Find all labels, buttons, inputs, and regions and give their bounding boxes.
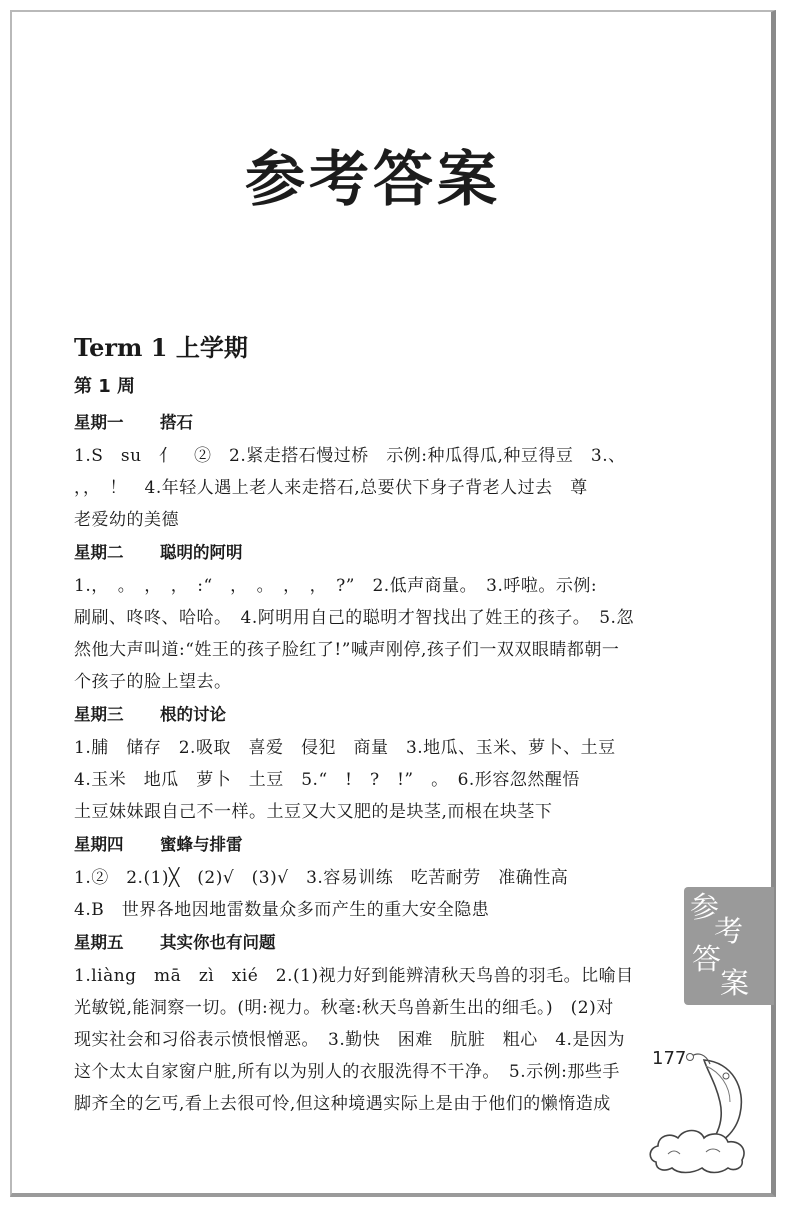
page-number: 177: [652, 1048, 687, 1069]
answer-line: 1.S su 亻 ② 2.紧走搭石慢过桥 示例:种瓜得瓜,种豆得豆 3.、: [74, 446, 626, 466]
day-section-monday: [74, 406, 684, 536]
week-heading: 第 1 周: [74, 376, 136, 397]
weekday-label: 星期二: [74, 543, 124, 562]
day-section-wednesday: [74, 698, 684, 828]
answer-line: 这个太太自家窗户脏,所有以为别人的衣服洗得不干净。 5.示例:那些手: [74, 1062, 620, 1082]
topic-label: 根的讨论: [160, 705, 226, 724]
answer-line: 4.B 世界各地因地雷数量众多而产生的重大安全隐患: [74, 900, 490, 920]
side-tab-char: 考: [714, 914, 744, 948]
day-section-tuesday: [74, 536, 684, 698]
answer-line: ，， ！ 4.年轻人遇上老人来走搭石,总要伏下身子背老人过去 尊: [74, 478, 588, 498]
moon-cloud-illustration-icon: [646, 1050, 758, 1178]
answer-line: 老爱幼的美德: [74, 510, 179, 530]
day-heading: [74, 926, 684, 960]
answer-line: 1.脯 储存 2.吸取 喜爱 侵犯 商量 3.地瓜、玉米、萝卜、土豆: [74, 738, 616, 758]
day-heading: [74, 828, 684, 862]
answer-line: 1.liàng mā zì xié 2.(1)视力好到能辨清秋天鸟兽的羽毛。比喻目: [74, 966, 634, 986]
answer-line: 4.玉米 地瓜 萝卜 土豆 5.“ ! ? !” 。 6.形容忽然醒悟: [74, 770, 580, 790]
side-tab-char: 参: [690, 890, 720, 924]
answer-line: 土豆妹妹跟自己不一样。土豆又大又肥的是块茎,而根在块茎下: [74, 802, 553, 822]
side-tab-char: 答: [692, 942, 722, 976]
answer-line: 1.② 2.(1)╳ (2)√ (3)√ 3.容易训练 吃苦耐劳 准确性高: [74, 868, 569, 888]
answer-line: 光敏锐,能洞察一切。(明:视力。秋毫:秋天鸟兽新生出的细毛。) (2)对: [74, 998, 614, 1018]
side-tab-char: 案: [720, 966, 750, 1000]
weekday-label: 星期五: [74, 933, 124, 952]
answer-line: 然他大声叫道:“姓王的孩子脸红了!”喊声刚停,孩子们一双双眼睛都朝一: [74, 640, 620, 660]
day-heading: [74, 406, 684, 440]
answer-line: 现实社会和习俗表示愤恨憎恶。 3.勤快 困难 肮脏 粗心 4.是因为: [74, 1030, 625, 1050]
answer-line: 个孩子的脸上望去。: [74, 672, 232, 692]
page-title: 参考答案: [245, 145, 501, 215]
topic-label: 聪明的阿明: [160, 543, 243, 562]
day-section-friday: [74, 926, 687, 1120]
answer-line: 脚齐全的乞丐,看上去很可怜,但这种境遇实际上是由于他们的懒惰造成: [74, 1094, 611, 1114]
term-heading: Term 1 上学期: [74, 333, 248, 362]
topic-label: 其实你也有问题: [160, 933, 276, 952]
topic-label: 搭石: [160, 413, 193, 432]
answer-content: [74, 328, 687, 1120]
weekday-label: 星期一: [74, 413, 124, 432]
section-side-tab: [684, 887, 774, 1005]
weekday-label: 星期三: [74, 705, 124, 724]
day-heading: [74, 536, 684, 570]
day-heading: [74, 698, 684, 732]
topic-label: 蜜蜂与排雷: [160, 835, 243, 854]
answer-line: 1.， 。 ， ， :“ ， 。 ， ， ?” 2.低声商量。 3.呼啦。示例:: [74, 576, 598, 596]
weekday-label: 星期四: [74, 835, 124, 854]
day-section-thursday: [74, 828, 684, 926]
answer-line: 刷刷、咚咚、哈哈。 4.阿明用自己的聪明才智找出了姓王的孩子。 5.忽: [74, 608, 634, 628]
